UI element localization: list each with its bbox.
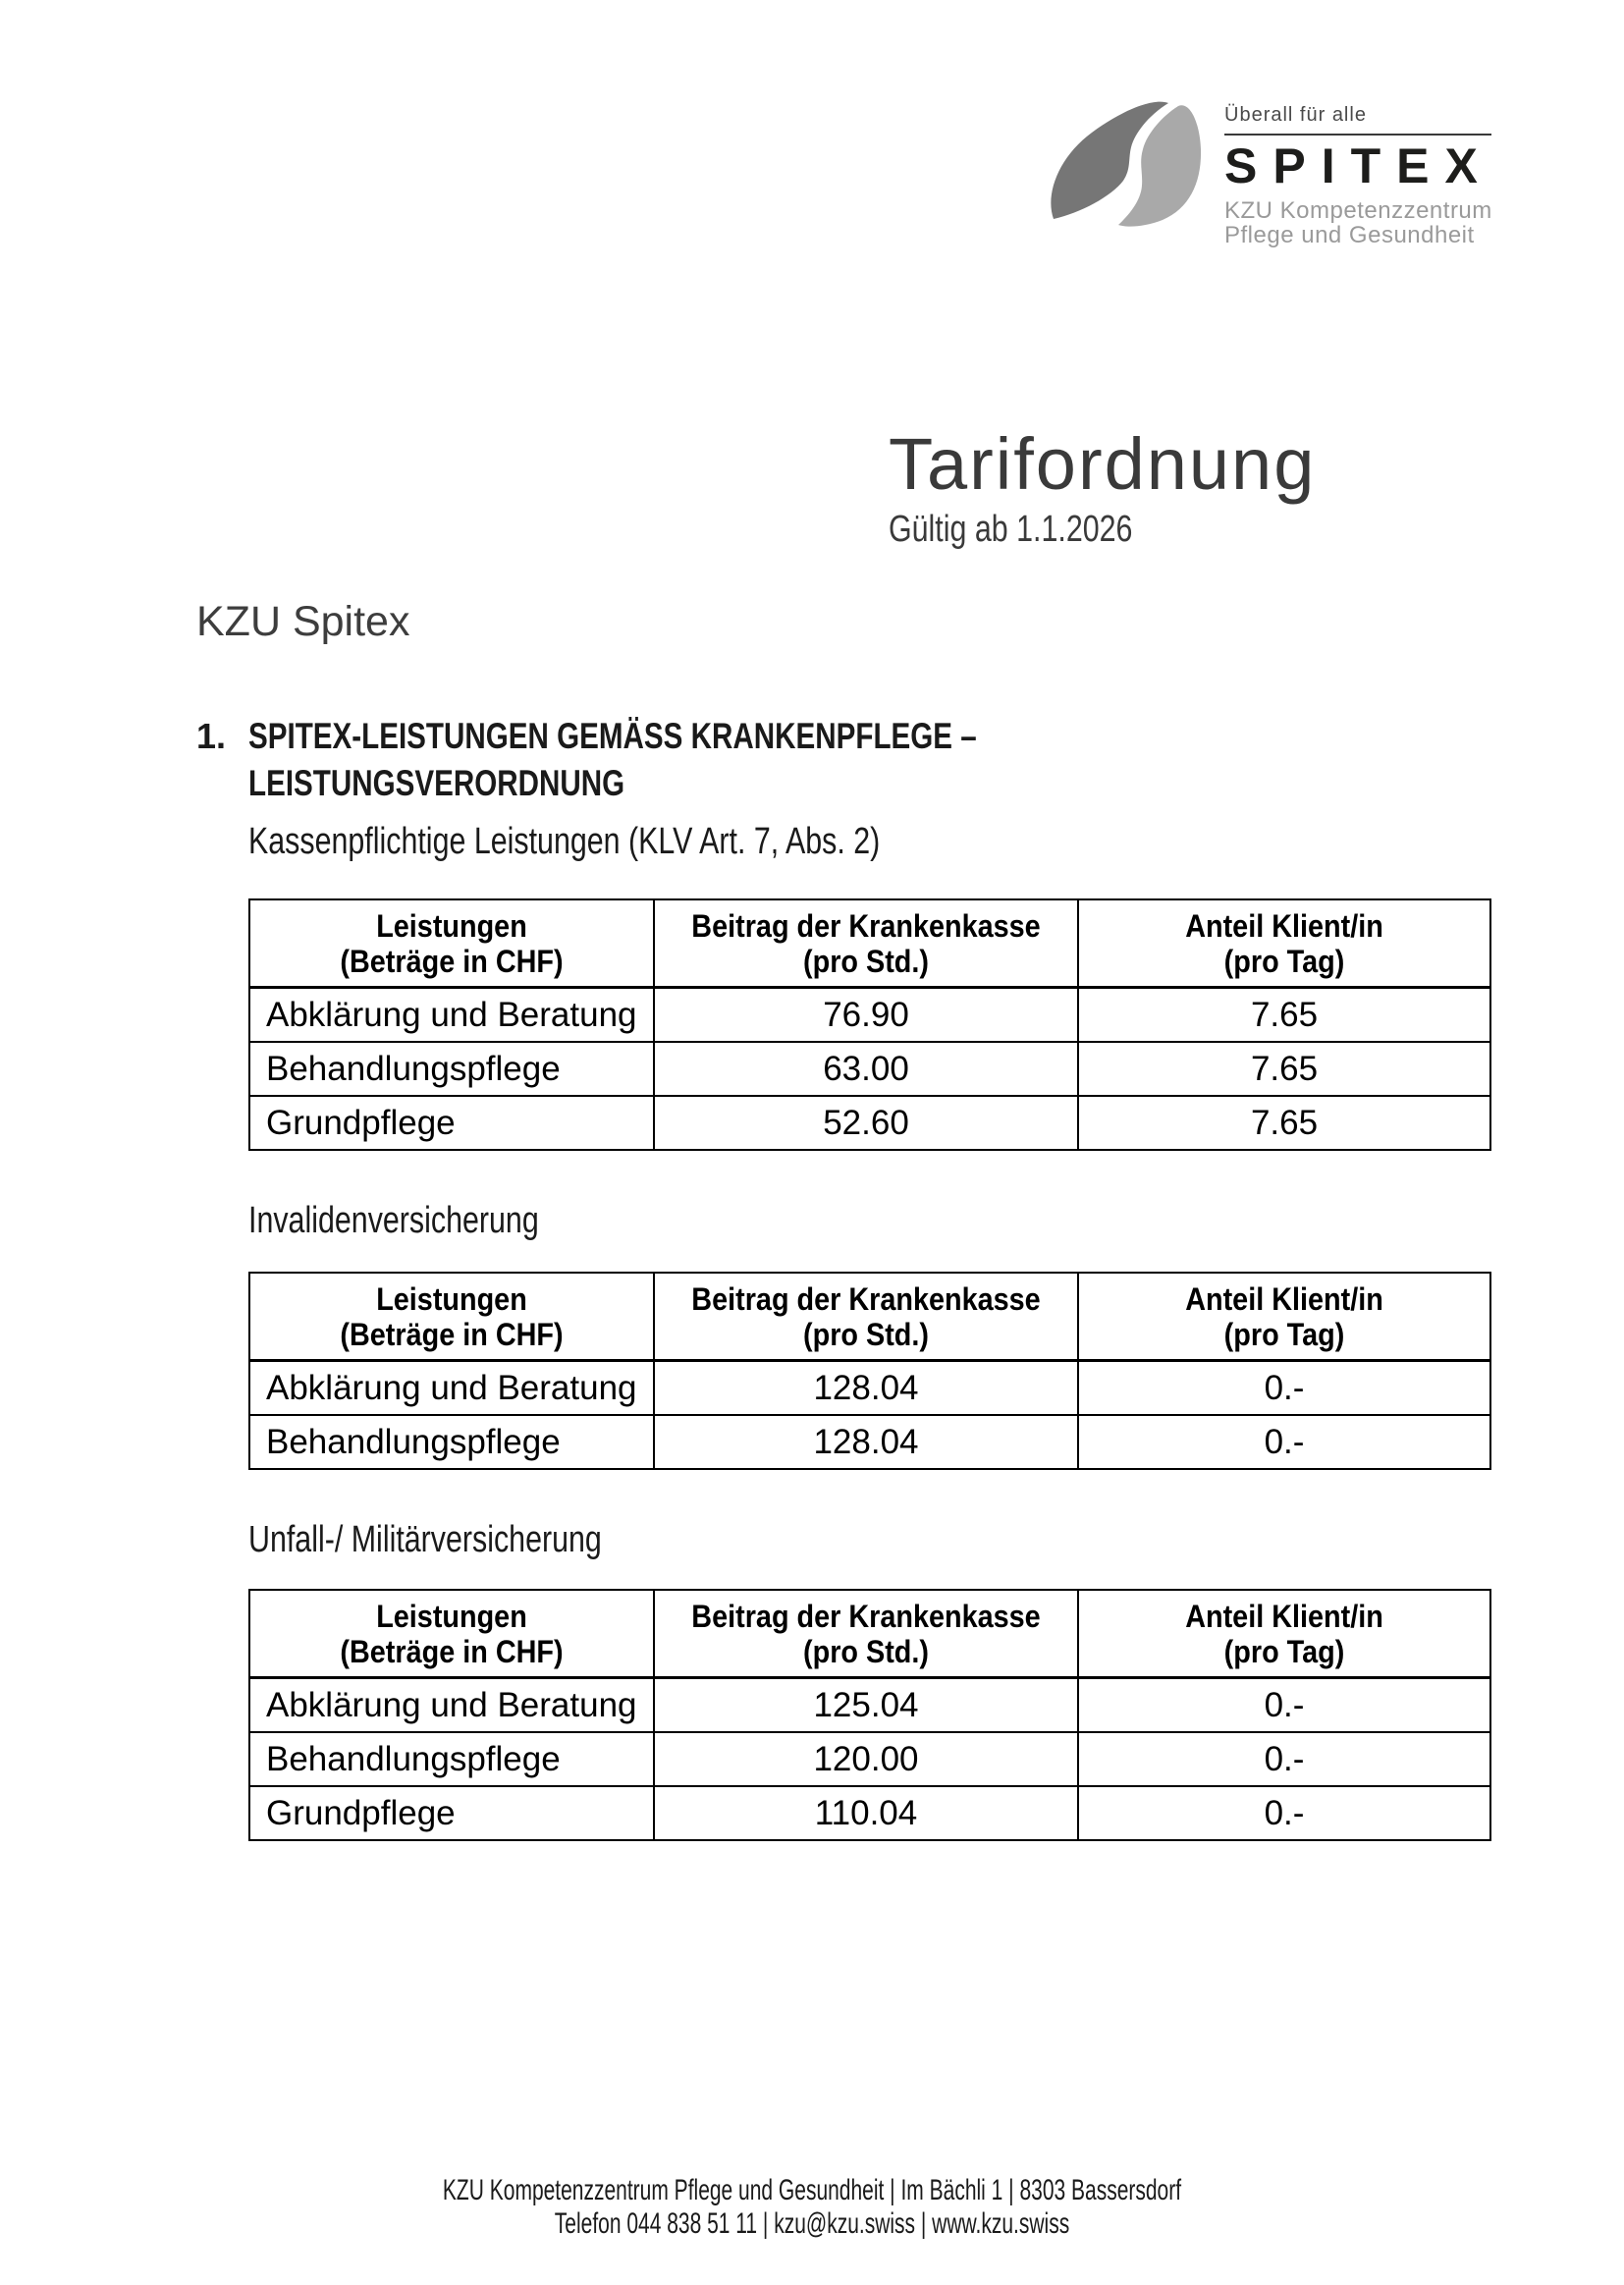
service-cell: Abklärung und Beratung [249,1678,654,1733]
col-header-leistungen: Leistungen (Beträge in CHF) [249,1273,654,1361]
service-cell: Behandlungspflege [249,1415,654,1469]
section-title-line1: SPITEX-LEISTUNGEN GEMÄSS KRANKENPFLEGE – [248,716,977,756]
client-share-cell: 0.- [1078,1786,1490,1840]
col-header-beitrag: Beitrag der Krankenkasse (pro Std.) [654,1590,1078,1678]
footer-contact-line: Telefon 044 838 51 11 | kzu@kzu.swiss | www.kzu.swiss [554,2207,1070,2240]
service-cell: Abklärung und Beratung [249,988,654,1043]
service-cell: Behandlungspflege [249,1042,654,1096]
insurer-amount-cell: 120.00 [654,1732,1078,1786]
table-row [249,1786,1490,1840]
service-cell: Behandlungspflege [249,1732,654,1786]
table-row [249,1732,1490,1786]
logo-divider [1224,134,1491,136]
validity-date: Gültig ab 1.1.2026 [889,509,1133,550]
table-header-row [249,1590,1490,1678]
col-header-beitrag: Beitrag der Krankenkasse (pro Std.) [654,899,1078,988]
logo-org-line1: KZU Kompetenzzentrum [1224,197,1492,224]
tariff-table-invaliden [248,1272,1491,1470]
col-header-anteil: Anteil Klient/in (pro Tag) [1078,1273,1490,1361]
service-cell: Grundpflege [249,1786,654,1840]
table-heading-unfall: Unfall-/ Militärversicherung [248,1519,602,1560]
insurer-amount-cell: 110.04 [654,1786,1078,1840]
document-subtitle: KZU Spitex [196,598,410,645]
logo-brand-name: SPITEX [1224,138,1493,193]
client-share-cell: 0.- [1078,1361,1490,1416]
insurer-amount-cell: 76.90 [654,988,1078,1043]
insurer-amount-cell: 52.60 [654,1096,1078,1150]
table-heading-klv: Kassenpflichtige Leistungen (KLV Art. 7, Abs. 2) [248,821,881,862]
col-header-leistungen: Leistungen (Beträge in CHF) [249,899,654,988]
spitex-logo [1041,88,1509,255]
tariff-table-klv [248,898,1491,1151]
section-title [248,713,977,807]
footer-address-line: KZU Kompetenzzentrum Pflege und Gesundheit | Im Bächli 1 | 8303 Bassersdorf [442,2174,1182,2206]
col-header-anteil: Anteil Klient/in (pro Tag) [1078,1590,1490,1678]
insurer-amount-cell: 128.04 [654,1361,1078,1416]
logo-text-block [1224,88,1509,255]
service-cell: Abklärung und Beratung [249,1361,654,1416]
page-title: Tarifordnung [889,423,1317,505]
leaf-logo-icon [1041,88,1218,255]
client-share-cell: 0.- [1078,1678,1490,1733]
client-share-cell: 0.- [1078,1415,1490,1469]
client-share-cell: 7.65 [1078,988,1490,1043]
section-title-line2: LEISTUNGSVERORDNUNG [248,763,625,803]
logo-tagline: Überall für alle [1224,104,1367,126]
insurer-amount-cell: 125.04 [654,1678,1078,1733]
table-header-row [249,1273,1490,1361]
tariff-table-unfall [248,1589,1491,1841]
table-row [249,988,1490,1043]
table-row [249,1096,1490,1150]
logo-org-name [1224,198,1509,247]
col-header-beitrag: Beitrag der Krankenkasse (pro Std.) [654,1273,1078,1361]
client-share-cell: 0.- [1078,1732,1490,1786]
table-row [249,1042,1490,1096]
table-row [249,1361,1490,1416]
table-row [249,1678,1490,1733]
col-header-anteil: Anteil Klient/in (pro Tag) [1078,899,1490,988]
insurer-amount-cell: 63.00 [654,1042,1078,1096]
logo-org-line2: Pflege und Gesundheit [1224,222,1475,248]
title-block [889,423,1317,551]
table-header-row [249,899,1490,988]
section-heading [196,713,1159,807]
table-heading-invaliden: Invalidenversicherung [248,1200,539,1241]
section-number: 1. [196,716,227,756]
page-footer [0,2174,1624,2241]
col-header-leistungen: Leistungen (Beträge in CHF) [249,1590,654,1678]
client-share-cell: 7.65 [1078,1042,1490,1096]
table-row [249,1415,1490,1469]
service-cell: Grundpflege [249,1096,654,1150]
footer-text [244,2174,1380,2241]
insurer-amount-cell: 128.04 [654,1415,1078,1469]
client-share-cell: 7.65 [1078,1096,1490,1150]
